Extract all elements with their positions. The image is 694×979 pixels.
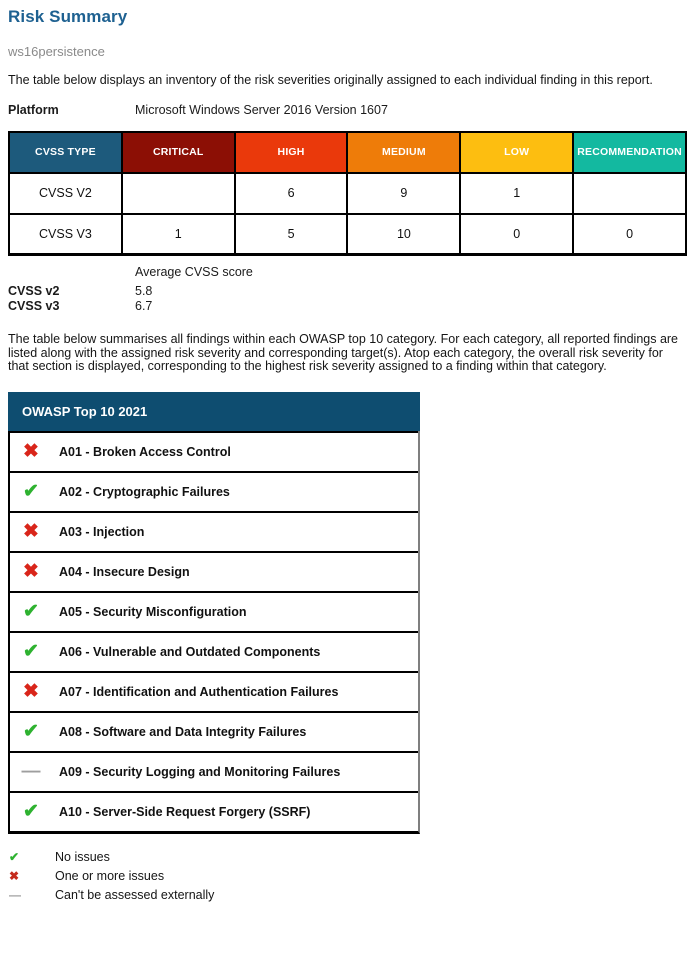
- legend-label: Can't be assessed externally: [55, 888, 215, 903]
- cvss-row-label: CVSS V2: [9, 173, 122, 214]
- cvss-cell-high: 6: [235, 173, 348, 214]
- owasp-row-a10: [10, 791, 418, 831]
- cvss-header-critical: CRITICAL: [122, 132, 235, 173]
- owasp-row-a02: [10, 471, 418, 511]
- owasp-row-label: A09 - Security Logging and Monitoring Failures: [59, 764, 341, 779]
- owasp-row-a09: [10, 751, 418, 791]
- average-score-row-v3: [8, 299, 687, 314]
- cvss-cell-recommendation: 0: [573, 214, 686, 255]
- owasp-row-a07: [10, 671, 418, 711]
- average-score-value: 6.7: [135, 299, 153, 314]
- owasp-row-label: A03 - Injection: [59, 524, 145, 539]
- owasp-row-label: A05 - Security Misconfiguration: [59, 604, 247, 619]
- cvss-header-cvss-type: CVSS TYPE: [9, 132, 122, 173]
- owasp-row-label: A07 - Identification and Authentication Failures: [59, 684, 339, 699]
- owasp-row-a04: [10, 551, 418, 591]
- owasp-row-label: A01 - Broken Access Control: [59, 444, 231, 459]
- pass-check-icon: ✔: [23, 801, 39, 823]
- owasp-paragraph: The table below summarises all findings within each OWASP top 10 category. For each category, all reported findings are listed along with the assigned risk severity and corresponding target(s). Atop each category, the overall risk severity for that section is displayed, corresponding to the highest risk severity assigned to a finding within that category.: [8, 332, 679, 374]
- intro-paragraph: The table below displays an inventory of the risk severities originally assigned to each individual finding in this report.: [8, 73, 653, 87]
- cvss-cell-recommendation: [573, 173, 686, 214]
- owasp-row-label: A02 - Cryptographic Failures: [59, 484, 230, 499]
- owasp-row-a01: [10, 431, 418, 471]
- legend-label: No issues: [55, 850, 110, 865]
- fail-cross-icon: ✖: [23, 521, 39, 543]
- owasp-row-a06: [10, 631, 418, 671]
- platform-row: [8, 103, 687, 117]
- cvss-header-row: [9, 132, 686, 173]
- legend-item-no-issues: [8, 848, 687, 867]
- pass-check-icon: ✔: [23, 641, 39, 663]
- cvss-cell-medium: 10: [347, 214, 460, 255]
- legend-label: One or more issues: [55, 869, 165, 884]
- legend-item-cant-be-assessed: [8, 886, 687, 905]
- cvss-cell-critical: [122, 173, 235, 214]
- fail-cross-icon: ✖: [23, 561, 39, 583]
- owasp-row-label: A08 - Software and Data Integrity Failures: [59, 724, 307, 739]
- owasp-table-body: [8, 431, 420, 834]
- legend: [8, 848, 687, 905]
- cvss-severity-table: [8, 131, 687, 257]
- cvss-header-recommendation: RECOMMENDATION: [573, 132, 686, 173]
- cvss-cell-low: 1: [460, 173, 573, 214]
- dash-icon: —: [9, 888, 21, 903]
- cvss-header-low: LOW: [460, 132, 573, 173]
- owasp-row-a03: [10, 511, 418, 551]
- page-title: Risk Summary: [8, 7, 128, 26]
- average-score-block: [8, 265, 687, 314]
- owasp-row-a08: [10, 711, 418, 751]
- cvss-row-label: CVSS V3: [9, 214, 122, 255]
- cvss-cell-low: 0: [460, 214, 573, 255]
- owasp-row-label: A06 - Vulnerable and Outdated Components: [59, 644, 321, 659]
- platform-label: Platform: [8, 102, 59, 117]
- average-score-row-v2: [8, 284, 687, 299]
- cvss-cell-high: 5: [235, 214, 348, 255]
- legend-item-one-or-more-issues: [8, 867, 687, 886]
- average-score-label: CVSS v3: [8, 299, 60, 314]
- pass-check-icon: ✔: [23, 601, 39, 623]
- owasp-row-a05: [10, 591, 418, 631]
- average-score-value: 5.8: [135, 284, 153, 299]
- owasp-row-label: A10 - Server-Side Request Forgery (SSRF): [59, 804, 311, 819]
- average-score-label: CVSS v2: [8, 284, 60, 299]
- pass-check-icon: ✔: [23, 721, 39, 743]
- cvss-header-high: HIGH: [235, 132, 348, 173]
- cvss-v2-row: [9, 173, 686, 214]
- fail-cross-icon: ✖: [23, 441, 39, 463]
- cvss-cell-medium: 9: [347, 173, 460, 214]
- page-subtitle: ws16persistence: [8, 44, 105, 59]
- owasp-table-title: OWASP Top 10 2021: [8, 392, 420, 431]
- cvss-cell-critical: 1: [122, 214, 235, 255]
- cvss-header-medium: MEDIUM: [347, 132, 460, 173]
- owasp-row-label: A04 - Insecure Design: [59, 564, 190, 579]
- platform-value: Microsoft Windows Server 2016 Version 1607: [135, 102, 388, 117]
- cvss-v3-row: [9, 214, 686, 255]
- fail-cross-icon: ✖: [9, 869, 20, 884]
- average-score-heading: Average CVSS score: [135, 265, 253, 280]
- owasp-top10-table: [8, 392, 420, 834]
- dash-icon: —: [21, 761, 41, 783]
- fail-cross-icon: ✖: [23, 681, 39, 703]
- pass-check-icon: ✔: [9, 850, 20, 865]
- pass-check-icon: ✔: [23, 481, 39, 503]
